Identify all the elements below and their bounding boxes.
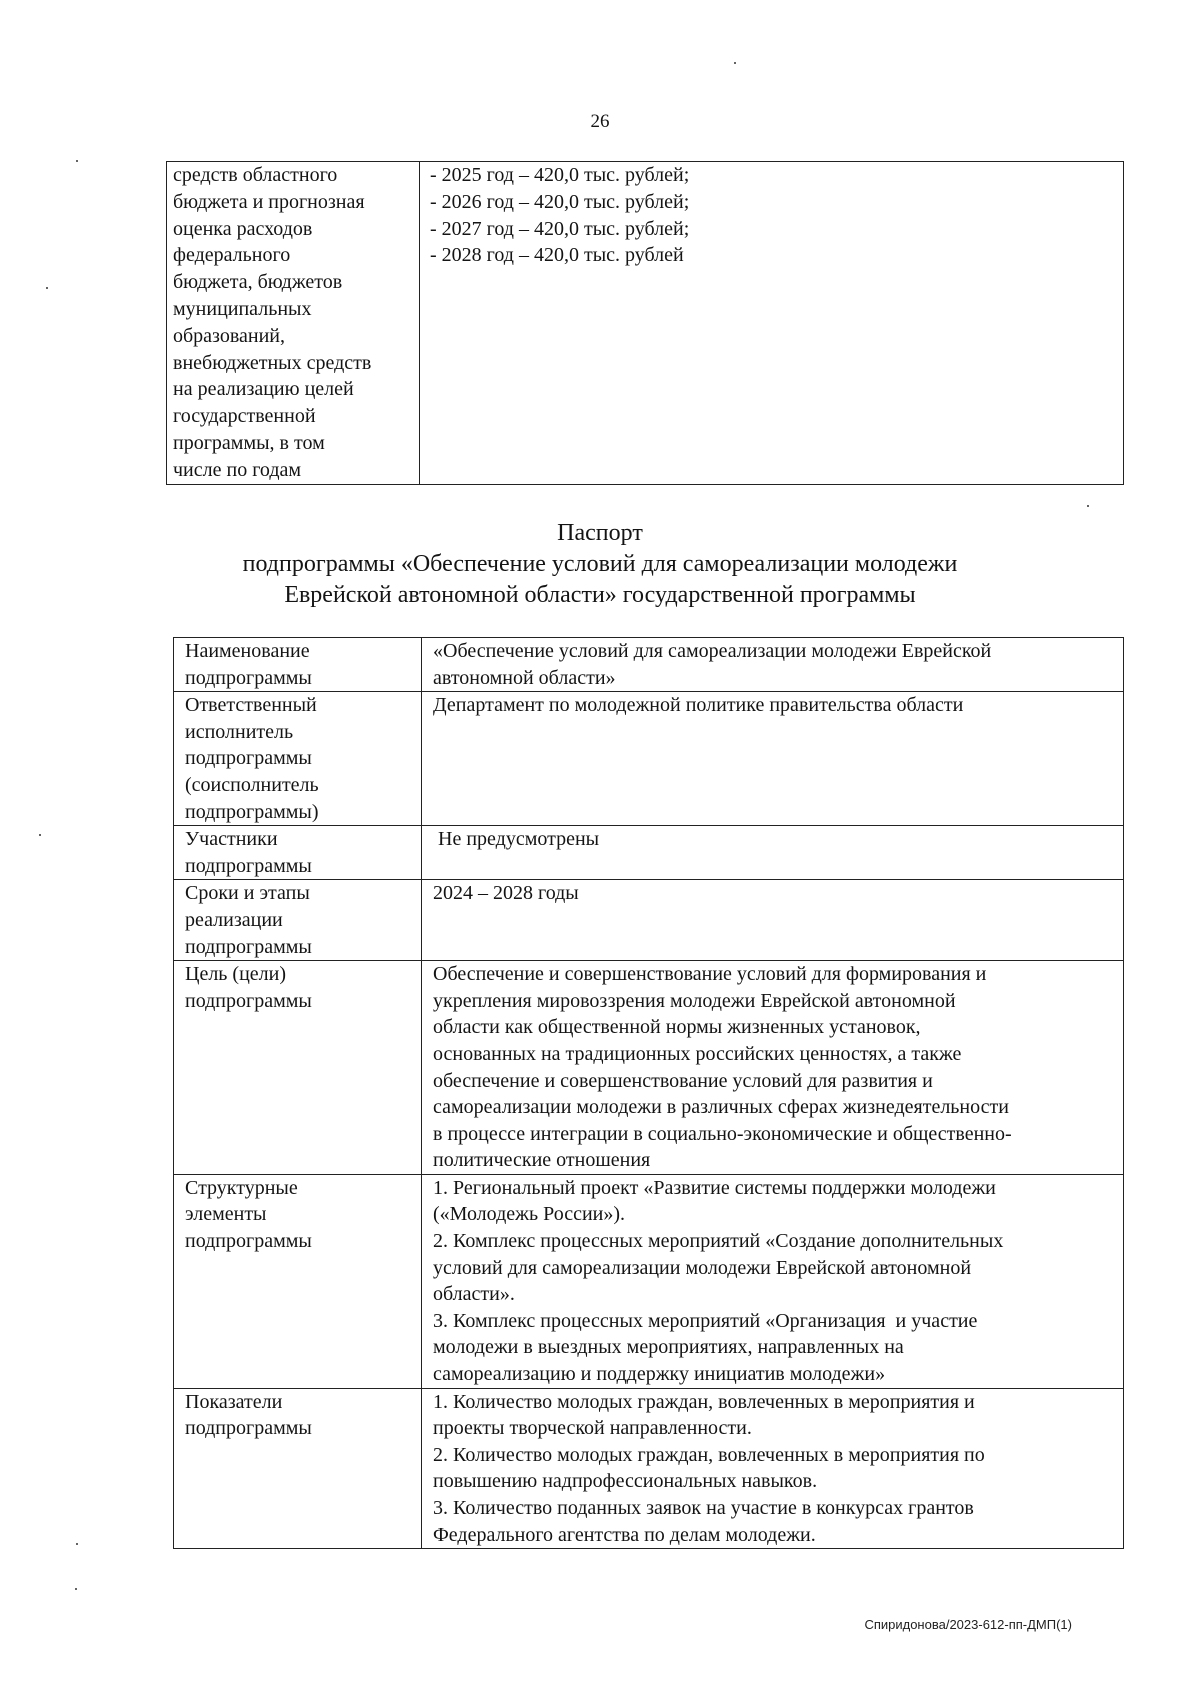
cell-line: Участники (185, 828, 278, 851)
cell-line: числе по годам (173, 458, 302, 481)
row-value-cell (422, 1388, 1124, 1549)
cell-line: Показатели (185, 1390, 283, 1413)
scan-speck (734, 62, 736, 64)
cell-line: Цель (цели) (185, 963, 287, 986)
cell-line: 2024 – 2028 годы (433, 882, 579, 905)
cell-line: (соисполнитель (185, 773, 319, 796)
cell-line: обеспечение и совершенствование условий для развития и (433, 1069, 933, 1092)
cell-line: муниципальных (173, 297, 312, 320)
row-label-cell (174, 880, 422, 961)
table-row (174, 880, 1124, 961)
table-row (174, 1388, 1124, 1549)
row-label-cell (174, 692, 422, 826)
cell-line: программы, в том (173, 431, 325, 454)
cell-line: Федерального агентства по делам молодежи. (433, 1523, 816, 1546)
scan-speck (46, 287, 48, 289)
cell-line: Департамент по молодежной политике правительства области (433, 694, 964, 717)
cell-line: Наименование (185, 640, 310, 662)
cell-line: Ответственный (185, 694, 317, 717)
cell-line: самореализацию и поддержку инициатив молодежи» (433, 1363, 886, 1386)
cell-line: 3. Количество поданных заявок на участие в конкурсах грантов (433, 1497, 974, 1519)
cell-line: области как общественной нормы жизненных установок, (433, 1016, 921, 1039)
cell-line: 1. Региональный проект «Развитие системы поддержки молодежи (433, 1176, 996, 1199)
cell-line: Не предусмотрены (433, 828, 600, 851)
row-value-cell (422, 880, 1124, 961)
cell-line: - 2025 год – 420,0 тыс. рублей; (430, 164, 690, 186)
cell-line: внебюджетных средств (173, 351, 372, 374)
row-value-cell (422, 826, 1124, 880)
table-row (167, 162, 1124, 485)
funding-table (166, 161, 1124, 485)
cell-line: подпрограммы (185, 747, 312, 770)
document-code: Спиридонова/2023-612-пп-ДМП(1) (864, 1617, 1072, 1632)
cell-line: «Обеспечение условий для самореализации молодежи Еврейской (433, 640, 992, 662)
scan-speck (39, 834, 41, 836)
cell-line: Сроки и этапы (185, 882, 310, 905)
row-value-cell (422, 1174, 1124, 1388)
row-value-cell (422, 692, 1124, 826)
cell-line: самореализации молодежи в различных сферах жизнедеятельности (433, 1096, 1009, 1119)
passport-subtitle-line: Еврейской автономной области» государственной программы (284, 582, 916, 608)
cell-line: условий для самореализации молодежи Еврейской автономной (433, 1256, 972, 1279)
passport-table (173, 637, 1124, 1549)
cell-line: подпрограммы (185, 666, 312, 689)
cell-line: подпрограммы (185, 1230, 312, 1253)
cell-line: подпрограммы (185, 935, 312, 958)
scan-speck (75, 1588, 77, 1590)
cell-line: федерального (173, 244, 291, 267)
page-number: 26 (590, 111, 610, 132)
cell-line: элементы (185, 1203, 267, 1226)
cell-line: Обеспечение и совершенствование условий для формирования и (433, 963, 987, 986)
table-row (174, 826, 1124, 880)
cell-line: молодежи в выездных мероприятиях, направленных на (433, 1336, 904, 1359)
cell-line: области». (433, 1283, 515, 1306)
cell-line: («Молодежь России»). (433, 1203, 626, 1226)
cell-line: автономной области» (433, 666, 616, 689)
cell-line: укрепления мировоззрения молодежи Еврейской автономной (433, 989, 956, 1012)
cell-line: оценка расходов (173, 217, 313, 240)
cell-line: 3. Комплекс процессных мероприятий «Организация и участие (433, 1309, 978, 1332)
table-row (174, 961, 1124, 1175)
table-row (174, 1174, 1124, 1388)
scan-speck (1087, 505, 1089, 507)
cell-line: 2. Количество молодых граждан, вовлеченных в мероприятия по (433, 1443, 985, 1466)
cell-line: подпрограммы (185, 854, 312, 877)
scan-speck (76, 160, 78, 162)
cell-line: в процессе интеграции в социально-экономические и общественно- (433, 1122, 1012, 1145)
cell-line: проекты творческой направленности. (433, 1417, 752, 1440)
cell-line: бюджета и прогнозная (173, 190, 365, 213)
cell-line: повышению надпрофессиональных навыков. (433, 1470, 818, 1493)
cell-line: подпрограммы (185, 1417, 312, 1440)
cell-line: подпрограммы) (185, 800, 319, 823)
cell-line: реализации (185, 908, 283, 931)
scan-speck (76, 1543, 78, 1545)
cell-line: - 2026 год – 420,0 тыс. рублей; (430, 190, 690, 213)
row-label-cell (174, 961, 422, 1175)
cell-line: бюджета, бюджетов (173, 271, 343, 294)
row-value-cell (422, 961, 1124, 1175)
funding-value-cell (420, 162, 1124, 485)
cell-line: государственной (173, 405, 316, 428)
cell-line: Структурные (185, 1176, 298, 1199)
cell-line: основанных на традиционных российских ценностях, а также (433, 1042, 962, 1065)
passport-heading (0, 518, 1200, 611)
cell-line: подпрограммы (185, 989, 312, 1012)
passport-title: Паспорт (557, 520, 643, 546)
cell-line: образований, (173, 324, 286, 347)
cell-line: 2. Комплекс процессных мероприятий «Создание дополнительных (433, 1230, 1004, 1253)
cell-line: 1. Количество молодых граждан, вовлеченных в мероприятия и (433, 1390, 975, 1413)
row-label-cell (174, 1388, 422, 1549)
row-label-cell (174, 1174, 422, 1388)
cell-line: политические отношения (433, 1149, 651, 1172)
table-row (174, 638, 1124, 692)
row-label-cell (174, 638, 422, 692)
cell-line: исполнитель (185, 720, 294, 743)
row-value-cell (422, 638, 1124, 692)
cell-line: - 2027 год – 420,0 тыс. рублей; (430, 217, 690, 240)
row-label-cell (174, 826, 422, 880)
passport-subtitle-line: подпрограммы «Обеспечение условий для самореализации молодежи (242, 551, 958, 577)
cell-line: - 2028 год – 420,0 тыс. рублей (430, 244, 684, 267)
cell-line: на реализацию целей (173, 378, 354, 401)
funding-label-cell (167, 162, 420, 485)
cell-line: средств областного (173, 164, 338, 186)
table-row (174, 692, 1124, 826)
